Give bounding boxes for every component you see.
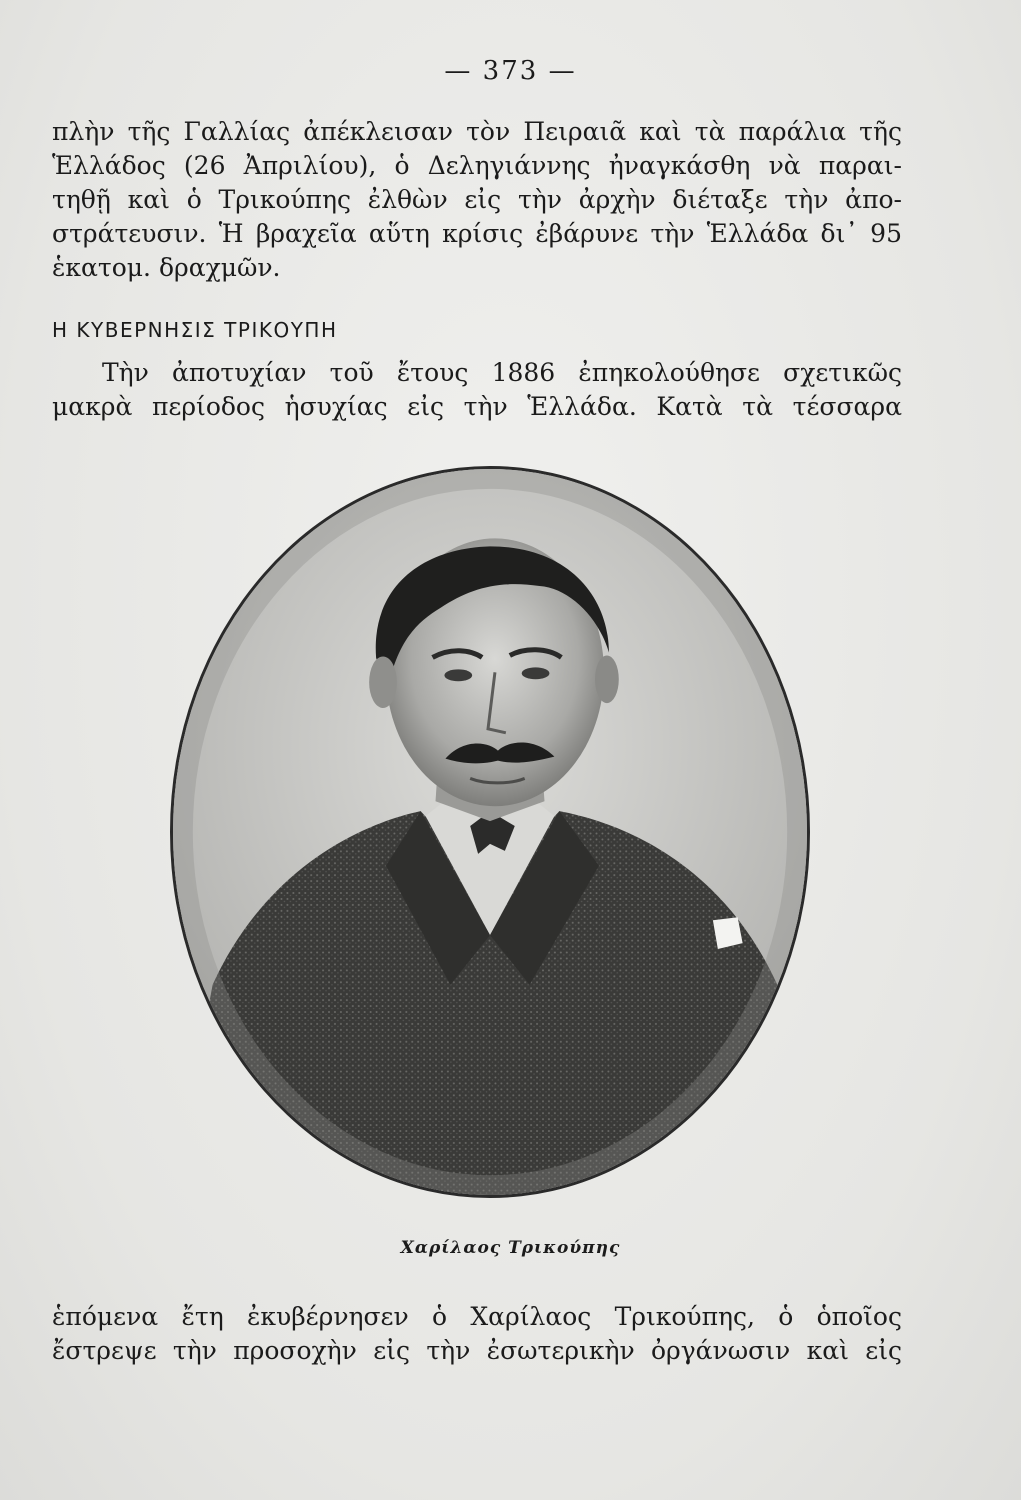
bottom-paragraph [52, 1300, 902, 1368]
text-line: στράτευσιν. Ἡ βραχεῖα αὕτη κρίσις ἐβάρυνε τὴν Ἑλλάδα δι᾿ 95 [52, 219, 902, 248]
text-line: Τὴν ἀποτυχίαν τοῦ ἔτους 1886 ἐπηκολούθησε σχετικῶς [102, 358, 902, 387]
text-line: Ἑλλάδος (26 Ἀπριλίου), ὁ Δεληγιάννης ἠναγκάσθη νὰ παραι- [52, 151, 902, 180]
section-heading: Η ΚΥΒΕΡΝΗΣΙΣ ΤΡΙΚΟΥΠΗ [52, 318, 338, 342]
text-line: τηθῇ καὶ ὁ Τρικούπης ἐλθὼν εἰς τὴν ἀρχὴν διέταξε τὴν ἀπο- [52, 185, 902, 214]
intro-paragraph [52, 356, 902, 424]
text-line: ἑπόμενα ἔτη ἐκυβέρνησεν ὁ Χαρίλαος Τρικούπης, ὁ ὁποῖος [52, 1302, 902, 1331]
top-paragraph [52, 115, 902, 285]
text-line: πλὴν τῆς Γαλλίας ἀπέκλεισαν τὸν Πειραιᾶ καὶ τὰ παράλια τῆς [52, 117, 902, 146]
text-line: ἑκατομ. δραχμῶν. [52, 253, 281, 282]
text-line: ἔστρεψε τὴν προσοχὴν εἰς τὴν ἐσωτερικὴν ὀργάνωσιν καὶ εἰς [52, 1336, 902, 1365]
portrait-image [170, 466, 810, 1198]
portrait-illustration [173, 469, 807, 1195]
portrait-caption: Χαρίλαος Τρικούπης [400, 1238, 621, 1258]
page-number: — 373 — [444, 56, 577, 86]
text-line: μακρὰ περίοδος ἡσυχίας εἰς τὴν Ἑλλάδα. Κατὰ τὰ τέσσαρα [52, 392, 902, 421]
